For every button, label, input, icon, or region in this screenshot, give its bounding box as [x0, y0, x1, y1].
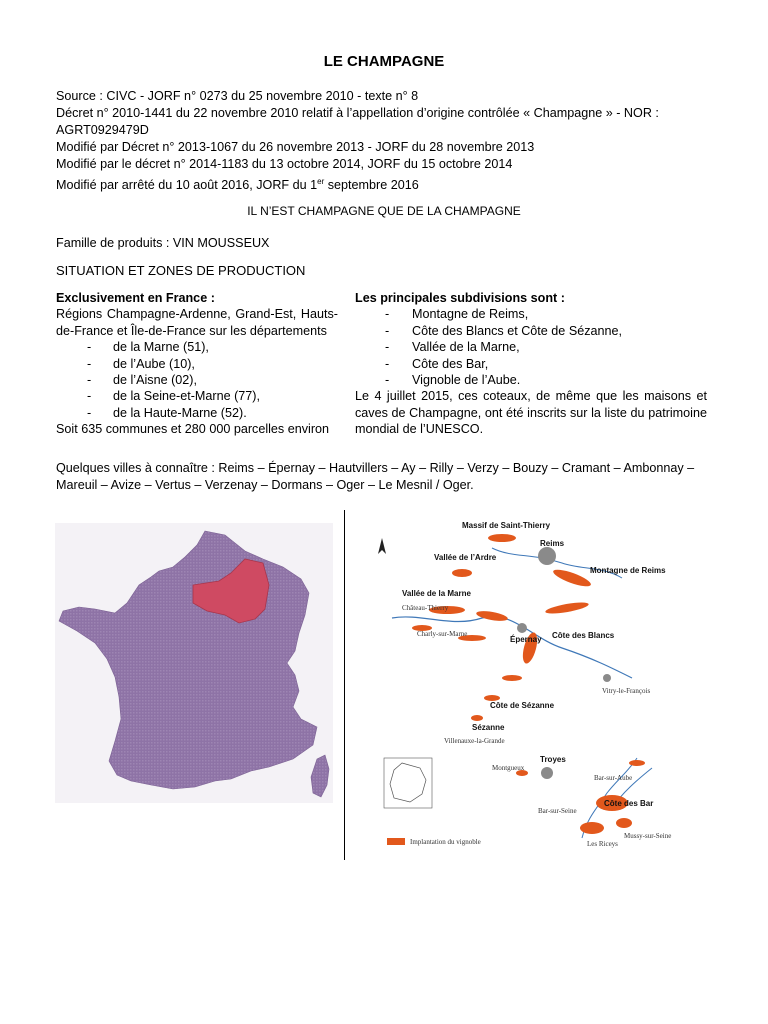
label-blancs: Côte des Blancs: [552, 631, 615, 640]
label-villenauxe: Villenauxe-la-Grande: [444, 737, 505, 745]
list-item: - Montagne de Reims,: [355, 306, 707, 322]
label-bar-aube: Bar-sur-Aube: [594, 774, 633, 782]
source-line: Modifié par le décret n° 2014-1183 du 13 octobre 2014, JORF du 15 octobre 2014: [56, 157, 513, 171]
label-reims: Reims: [540, 539, 565, 548]
list-item: - de la Haute-Marne (52).: [56, 405, 338, 421]
list-item: - Côte des Blancs et Côte de Sézanne,: [355, 323, 707, 339]
source-line: Décret n° 2010-1441 du 22 novembre 2010 relatif à l’appellation d’origine contrôlée « Champagne » - NOR :: [56, 106, 659, 120]
label-bar: Côte des Bar: [604, 799, 654, 808]
subdivisions-list: [355, 306, 707, 388]
label-mussy: Mussy-sur-Seine: [624, 832, 672, 840]
vertical-divider: [344, 510, 345, 860]
label-sezanne-town: Sézanne: [472, 723, 505, 732]
label-marne: Vallée de la Marne: [402, 589, 471, 598]
label-chateau: Château-Thierry: [402, 604, 449, 612]
list-item: - de la Seine-et-Marne (77),: [56, 388, 338, 404]
right-column: [355, 290, 707, 438]
regions-text: Régions Champagne-Ardenne, Grand-Est, Hauts-de-France et Île-de-France sur les départements: [56, 307, 338, 338]
right-heading: Les principales subdivisions sont :: [355, 291, 565, 305]
vitry-urban: [603, 674, 611, 682]
left-column: [56, 290, 338, 438]
label-charly: Charly-sur-Marne: [417, 630, 468, 638]
reims-urban: [538, 547, 556, 565]
label-sezanne: Côte de Sézanne: [490, 701, 555, 710]
champagne-vineyard-map: [362, 518, 682, 858]
product-family: Famille de produits : VIN MOUSSEUX: [56, 236, 270, 250]
label-vitry: Vitry-le-François: [602, 687, 651, 695]
communes-text: Soit 635 communes et 280 000 parcelles environ: [56, 422, 330, 437]
list-item: - Côte des Bar,: [355, 356, 707, 372]
unesco-text: Le 4 juillet 2015, ces coteaux, de même que les maisons et caves de Champagne, ont été inscrits sur la liste du patrimoine mondial de l’UNESCO.: [355, 389, 707, 437]
page-title: LE CHAMPAGNE: [323, 53, 445, 70]
france-map: [55, 523, 333, 803]
section-heading: SITUATION ET ZONES DE PRODUCTION: [56, 263, 306, 278]
label-montgueux: Montgueux: [492, 764, 525, 772]
label-massif: Massif de Saint-Thierry: [462, 521, 551, 530]
source-line: Modifié par Décret n° 2013-1067 du 26 novembre 2013 - JORF du 28 novembre 2013: [56, 140, 535, 154]
source-line: AGRT0929479D: [56, 123, 149, 137]
label-troyes: Troyes: [540, 755, 566, 764]
list-item: - de la Marne (51),: [56, 339, 338, 355]
label-montagne: Montagne de Reims: [590, 566, 666, 575]
label-riceys: Les Riceys: [587, 840, 618, 848]
list-item: - de l’Aisne (02),: [56, 372, 338, 388]
label-ardre: Vallée de l’Ardre: [434, 553, 497, 562]
label-epernay: Épernay: [510, 635, 542, 644]
villes-text: Quelques villes à connaître : Reims – Épernay – Hautvillers – Ay – Rilly – Verzy – Bouzy – Cramant – Ambonnay – Mareuil – Avize – Vertus – Verzenay – Dormans – Oger – Le Mesnil / Oger.: [56, 461, 695, 492]
left-heading: Exclusivement en France :: [56, 291, 215, 305]
source-block: [56, 88, 716, 194]
slogan: IL N’EST CHAMPAGNE QUE DE LA CHAMPAGNE: [247, 204, 521, 218]
list-item: - de l’Aube (10),: [56, 356, 338, 372]
troyes-urban: [541, 767, 553, 779]
source-line: Modifié par arrêté du 10 août 2016, JORF du 1er septembre 2016: [56, 177, 419, 193]
departements-list: [56, 339, 338, 421]
epernay-urban: [517, 623, 527, 633]
list-item: - Vallée de la Marne,: [355, 339, 707, 355]
legend-text: Implantation du vignoble: [410, 838, 481, 846]
legend-swatch: [387, 838, 405, 845]
list-item: - Vignoble de l’Aube.: [355, 372, 707, 388]
source-line: Source : CIVC - JORF n° 0273 du 25 novembre 2010 - texte n° 8: [56, 89, 419, 103]
label-bar-seine: Bar-sur-Seine: [538, 807, 577, 815]
